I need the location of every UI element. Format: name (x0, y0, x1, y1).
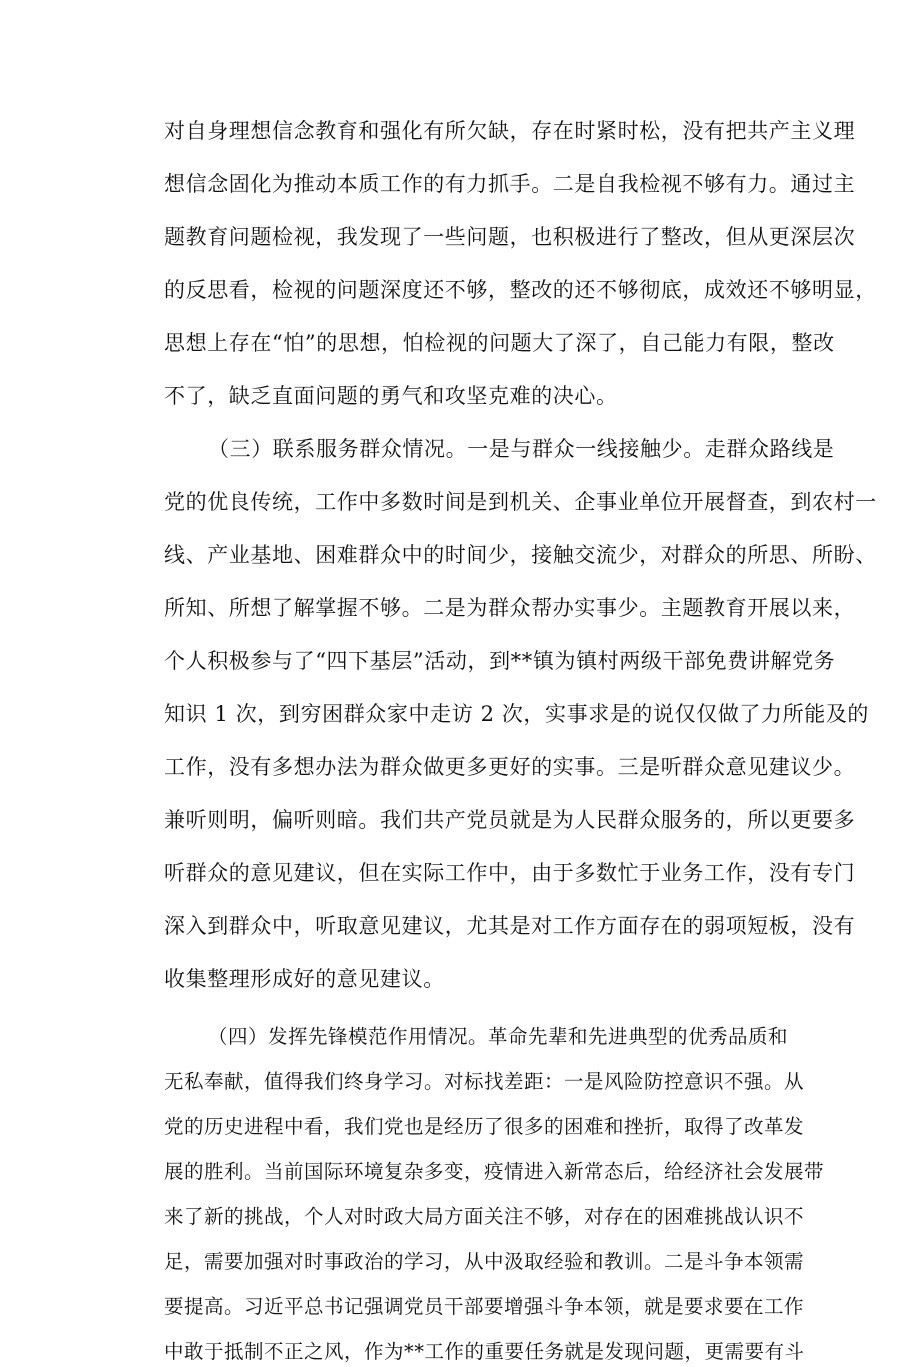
text-line: 所知、所想了解掌握不够。二是为群众帮办实事少。主题教育开展以来， (164, 596, 856, 620)
text-line: 知识 1 次，到穷困群众家中走访 2 次，实事求是的说仅仅做了力所能及的 (164, 702, 870, 726)
section-heading-line: （四）发挥先锋模范作用情况。革命先辈和先进典型的优秀品质和 (208, 1025, 789, 1048)
text-line: 思想上存在“怕”的思想，怕检视的问题大了深了，自己能力有限，整改 (164, 331, 835, 355)
text-line: 线、产业基地、困难群众中的时间少，接触交流少，对群众的所思、所盼、 (164, 543, 877, 567)
text-line: 收集整理形成好的意见建议。 (164, 967, 445, 991)
text-line: 对自身理想信念教育和强化有所欠缺，存在时紧时松，没有把共产主义理 (164, 119, 856, 143)
text-line: 个人积极参与了“四下基层”活动，到**镇为镇村两级干部免费讲解党务 (164, 649, 836, 673)
text-line: 党的优良传统，工作中多数时间是到机关、企事业单位开展督查，到农村一 (164, 490, 877, 514)
text-line: 题教育问题检视，我发现了一些问题，也积极进行了整改，但从更深层次 (164, 225, 856, 249)
text-line: 工作，没有多想办法为群众做更多更好的实事。三是听群众意见建议少。 (164, 755, 856, 779)
text-line: 不了，缺乏直面问题的勇气和攻坚克难的决心。 (164, 384, 618, 408)
text-line: 无私奉献，值得我们终身学习。对标找差距：一是风险防控意识不强。从 (164, 1070, 805, 1093)
text-line: 深入到群众中，听取意见建议，尤其是对工作方面存在的弱项短板，没有 (164, 914, 856, 938)
text-line: 听群众的意见建议，但在实际工作中，由于多数忙于业务工作，没有专门 (164, 861, 856, 885)
text-line: 要提高。习近平总书记强调党员干部要增强斗争本领，就是要求要在工作 (164, 1295, 805, 1318)
text-line: 展的胜利。当前国际环境复杂多变，疫情进入新常态后，给经济社会发展带 (164, 1160, 825, 1183)
text-line: 的反思看，检视的问题深度还不够，整改的还不够彻底，成效还不够明显， (164, 278, 877, 302)
text-line: 中敢于抵制不正之风，作为**工作的重要任务就是发现问题，更需要有斗 (164, 1340, 805, 1363)
text-line: 足，需要加强对时事政治的学习，从中汲取经验和教训。二是斗争本领需 (164, 1250, 805, 1273)
text-line: 党的历史进程中看，我们党也是经历了很多的困难和挫折，取得了改革发 (164, 1115, 805, 1138)
text-line: 兼听则明，偏听则暗。我们共产党员就是为人民群众服务的，所以更要多 (164, 808, 856, 832)
section-heading-line: （三）联系服务群众情况。一是与群众一线接触少。走群众路线是 (208, 437, 835, 461)
text-line: 想信念固化为推动本质工作的有力抓手。二是自我检视不够有力。通过主 (164, 172, 856, 196)
text-line: 来了新的挑战，个人对时政大局方面关注不够，对存在的困难挑战认识不 (164, 1205, 805, 1228)
